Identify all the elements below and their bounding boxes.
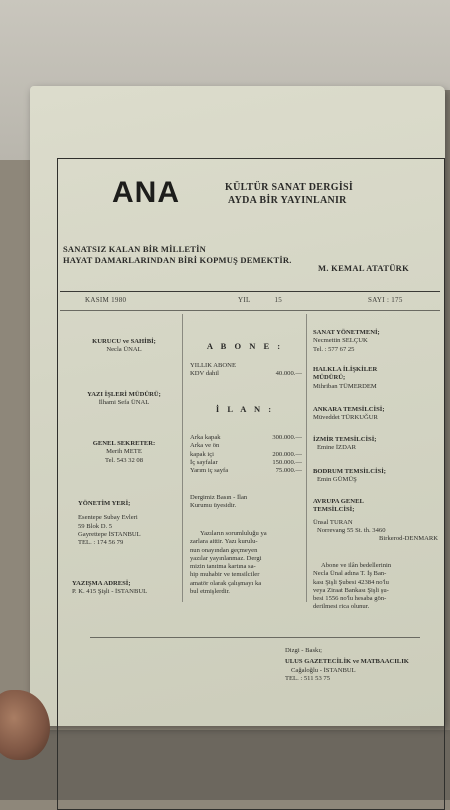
abone-line-1: YILLIK ABONE xyxy=(190,362,236,369)
bottom-divider xyxy=(90,637,420,638)
bank-line: Necla Ünal adına T. İş Ban- xyxy=(313,570,387,578)
owner-name: Necla ÜNAL xyxy=(106,346,142,354)
printer-name: ULUS GAZETECİLİK ve MATBAACILIK xyxy=(285,658,409,666)
ilan-row xyxy=(190,434,302,442)
abone-block xyxy=(190,362,302,379)
pr-name: Mihriban TÜMERDEM xyxy=(313,382,377,390)
abone-title: A B O N E : xyxy=(206,341,284,351)
art-director-block xyxy=(313,329,438,354)
art-tel: Tel. : 577 67 25 xyxy=(313,345,355,353)
ilan-price: 200.000.— xyxy=(272,450,302,458)
note-line: zarlara aittir. Yazı kurulu- xyxy=(190,538,258,546)
ilan-label: Arka kapak xyxy=(190,434,221,441)
europe-name: Ünsal TURAN xyxy=(313,518,353,526)
issue-year xyxy=(238,296,282,304)
bank-line: Abone ve ilân bedellerinin xyxy=(321,562,392,569)
membership-line-2: Kurumu üyesidir. xyxy=(190,502,237,510)
bodrum-title: BODRUM TEMSİLCİSİ; xyxy=(313,468,386,475)
abone-line-2: KDV dahil xyxy=(190,370,219,378)
editor-title: YAZI İŞLERİ MÜDÜRÜ; xyxy=(87,391,161,398)
ilan-label: Arka ve ön xyxy=(190,442,220,450)
note-line: yazılar yayınlanmaz. Dergi xyxy=(190,554,262,562)
top-divider xyxy=(60,291,440,292)
mail-block xyxy=(72,580,182,597)
year-label: YIL xyxy=(238,296,251,304)
editor-block xyxy=(70,391,178,408)
info-divider xyxy=(60,310,440,311)
masthead-subtitle xyxy=(225,181,353,207)
bank-note xyxy=(313,562,438,612)
membership-line-1: Dergimiz Basın - İlan xyxy=(190,494,248,501)
secretary-block xyxy=(70,440,178,465)
bodrum-block xyxy=(313,468,438,485)
bank-line: derilmesi rica olunur. xyxy=(313,603,370,611)
pr-title-1: HALKLA İLİŞKİLER xyxy=(313,366,378,373)
printer-city: Cağaloğlu - İSTANBUL xyxy=(291,666,356,674)
column-divider-left xyxy=(182,314,183,602)
pr-title-2: MÜDÜRÜ; xyxy=(313,374,346,382)
year-value: 15 xyxy=(274,296,283,304)
editor-name: İlhami Sefa ÜNAL xyxy=(98,399,150,407)
note-line: bul etmişlerdir. xyxy=(190,588,230,596)
secretary-title: GENEL SEKRETER: xyxy=(92,440,156,447)
ilan-price: 300.000.— xyxy=(272,434,302,441)
ilan-row xyxy=(190,442,302,450)
membership-note xyxy=(190,494,302,511)
mail-title: YAZIŞMA ADRESİ; xyxy=(72,580,131,587)
office-title: YÖNETİM YERİ; xyxy=(78,500,131,507)
europe-block xyxy=(313,498,438,543)
ilan-price: 75.000.— xyxy=(275,467,302,475)
magazine-logo: ANA xyxy=(112,176,180,209)
issue-number xyxy=(368,296,403,304)
owner-block xyxy=(70,338,178,355)
izmir-name: Emine İZDAR xyxy=(317,444,357,452)
ankara-name: Müveddet TÜRKUĞUR xyxy=(313,414,378,422)
note-line: amatör olarak çalışmayı ka xyxy=(190,579,262,587)
secretary-name: Merih METE xyxy=(106,448,142,456)
bank-line: kası Şişli Şubesi 42384 no'lu xyxy=(313,578,389,586)
responsibility-note xyxy=(190,530,302,596)
magazine-page xyxy=(30,86,445,726)
bank-line: veya Ziraat Bankası Şişli şu- xyxy=(313,586,389,594)
office-line-1: Esentepe Subay Evleri xyxy=(78,514,138,522)
pr-block xyxy=(313,366,438,391)
issue-date: KASIM 1980 xyxy=(85,296,127,304)
ilan-title: İ L A N : xyxy=(215,404,275,414)
mail-value: P. K. 415 Şişli - İSTANBUL xyxy=(72,588,148,596)
issue-value: 175 xyxy=(391,296,403,304)
printer-block xyxy=(285,647,435,683)
note-line: nun onayından geçmeyen xyxy=(190,546,258,554)
quote-author: M. KEMAL ATATÜRK xyxy=(318,263,409,273)
ilan-label: kapak içi xyxy=(190,450,214,458)
printer-tel: TEL. : 511 53 75 xyxy=(285,674,330,682)
secretary-tel: Tel. 543 32 08 xyxy=(105,456,143,464)
bank-line: besi 1556 no'lu hesaba gön- xyxy=(313,595,387,603)
europe-title-1: AVRUPA GENEL xyxy=(313,498,364,505)
office-line-2: 59 Blok D. 5 xyxy=(78,522,113,530)
ankara-title: ANKARA TEMSİLCİSİ; xyxy=(313,406,385,413)
quote-line-2: HAYAT DAMARLARINDAN BİRİ KOPMUŞ DEMEKTİR. xyxy=(63,255,292,265)
note-line: Yazıların sorumluluğu ya xyxy=(200,530,267,537)
ilan-label: Yarım iç sayfa xyxy=(190,467,229,475)
note-line: hip muhabir ve temsilciler xyxy=(190,571,260,579)
europe-address-1: Norrevang 55 St. th. 3460 xyxy=(317,526,386,534)
abone-price: 40.000.— xyxy=(275,370,302,378)
note-line: mizin tanıtma kartına sa- xyxy=(190,563,256,571)
ilan-table xyxy=(190,434,302,475)
office-block xyxy=(78,500,182,547)
issue-label: SAYI : xyxy=(368,296,390,304)
office-tel: TEL. : 174 56 79 xyxy=(78,539,124,547)
europe-address-2: Birkerod-DENMARK xyxy=(379,535,438,543)
column-divider-right xyxy=(306,314,307,602)
bodrum-name: Emin GÜMÜŞ xyxy=(317,476,357,484)
ilan-row xyxy=(190,451,302,459)
printer-title: Dizgi - Baskı; xyxy=(285,647,322,654)
office-line-3: Gayrettepe İSTANBUL xyxy=(78,530,141,538)
izmir-block xyxy=(313,436,438,453)
owner-title: KURUCU ve SAHİBİ; xyxy=(92,338,156,345)
ilan-row xyxy=(190,459,302,467)
art-title: SANAT YÖNETMENİ; xyxy=(313,329,380,336)
ilan-price: 150.000.— xyxy=(272,458,302,466)
art-name: Necmettin SELÇUK xyxy=(313,337,368,345)
subtitle-line-2: AYDA BİR YAYINLANIR xyxy=(228,195,347,206)
izmir-title: İZMİR TEMSİLCİSİ; xyxy=(313,436,377,443)
ilan-row xyxy=(190,467,302,475)
quote-line-1: SANATSIZ KALAN BİR MİLLETİN xyxy=(63,244,206,254)
europe-title-2: TEMSİLCİSİ; xyxy=(313,506,355,514)
subtitle-line-1: KÜLTÜR SANAT DERGİSİ xyxy=(225,182,354,193)
ataturk-quote xyxy=(63,244,292,266)
ankara-block xyxy=(313,406,438,423)
ilan-label: İç sayfalar xyxy=(190,458,218,466)
